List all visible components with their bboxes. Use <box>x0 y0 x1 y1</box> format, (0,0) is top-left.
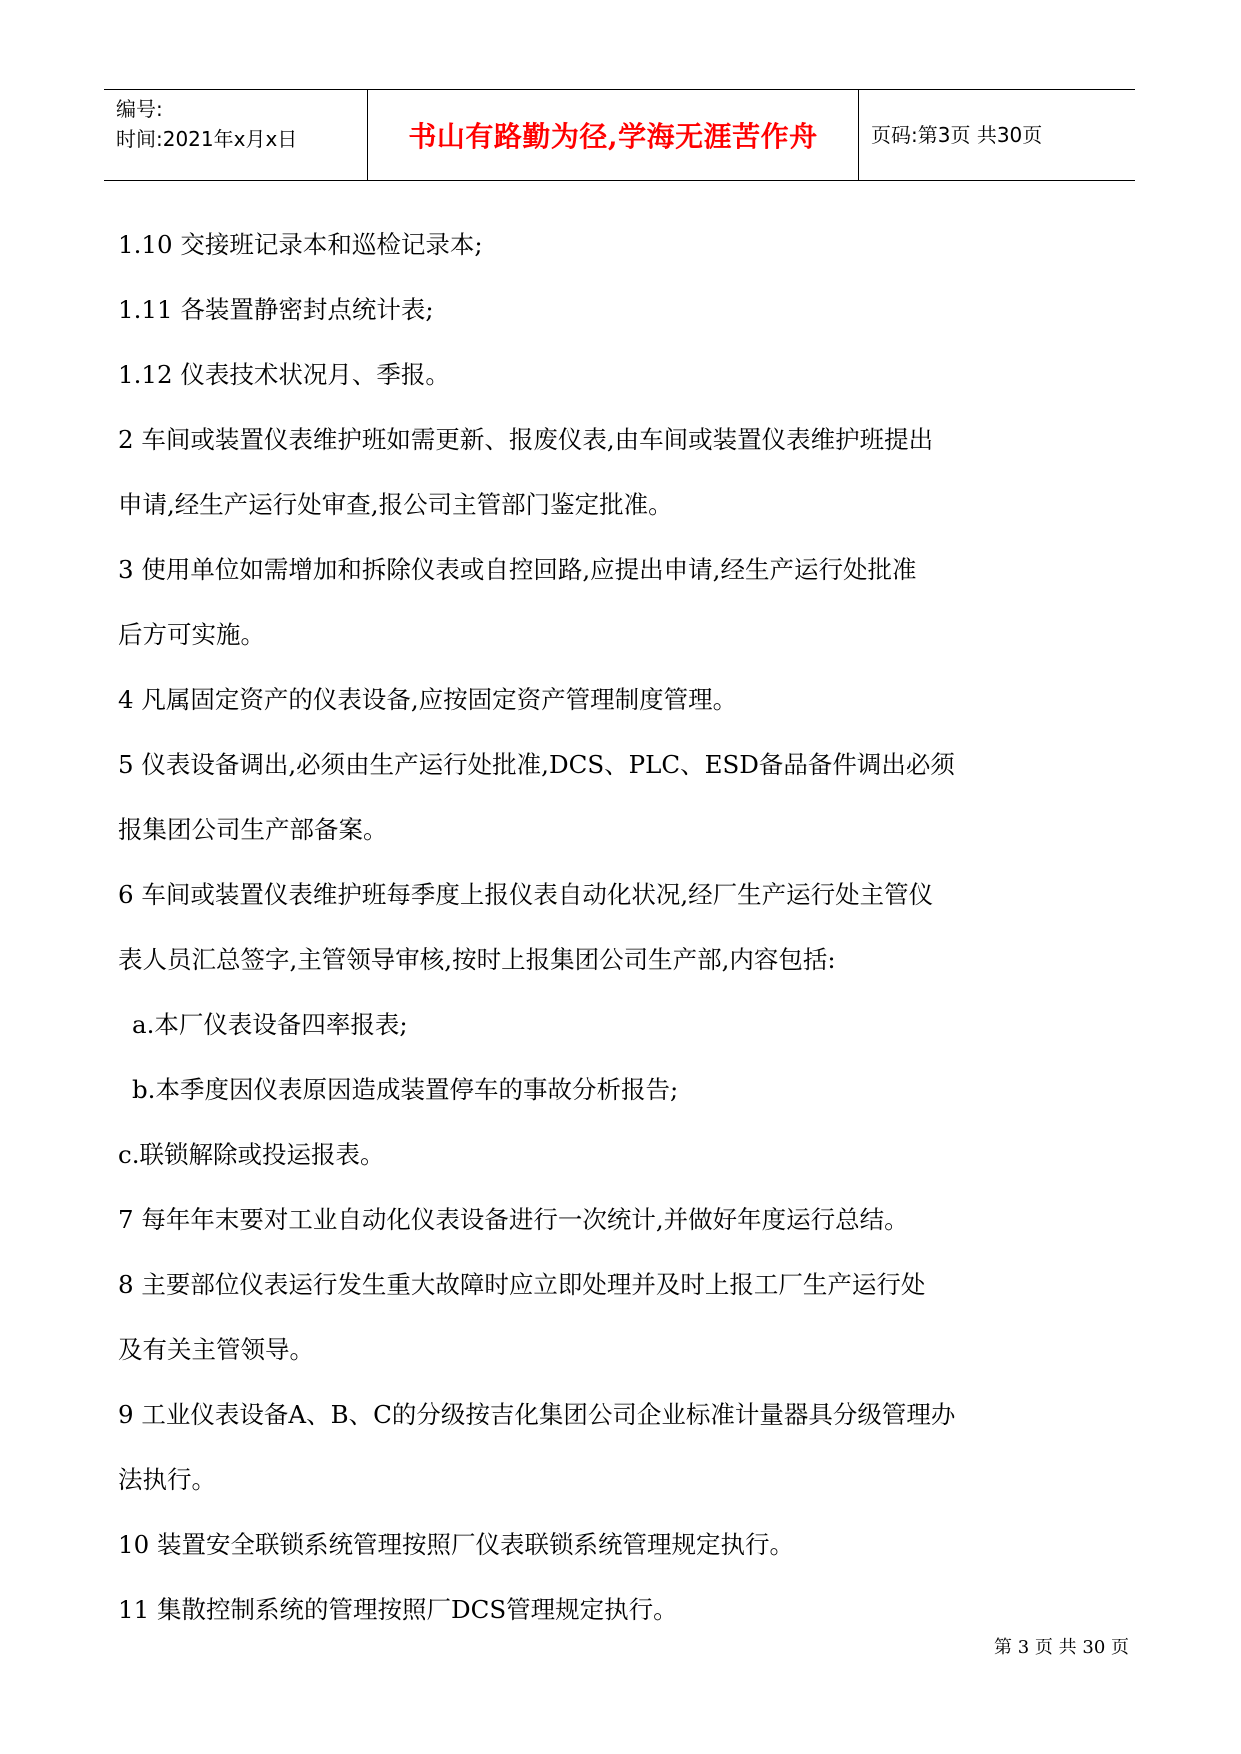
body-line: 报集团公司生产部备案。 <box>118 815 388 844</box>
document-body <box>118 212 1130 1642</box>
body-line: 1.10 交接班记录本和巡检记录本; <box>118 230 483 259</box>
body-line: 5 仪表设备调出,必须由生产运行处批准,DCS、PLC、ESD备品备件调出必须 <box>118 750 955 779</box>
body-line: 3 使用单位如需增加和拆除仪表或自控回路,应提出申请,经生产运行处批准 <box>118 555 917 584</box>
body-line: 8 主要部位仪表运行发生重大故障时应立即处理并及时上报工厂生产运行处 <box>118 1270 926 1299</box>
page-header <box>104 89 1135 181</box>
header-page-cell <box>859 90 1135 180</box>
page-footer: 第 3 页 共 30 页 <box>994 1637 1129 1658</box>
body-list-item: a.本厂仪表设备四率报表; <box>132 1010 408 1039</box>
body-line: 1.12 仪表技术状况月、季报。 <box>118 360 450 389</box>
body-line: 1.11 各装置静密封点统计表; <box>118 295 434 324</box>
body-line: 法执行。 <box>118 1465 216 1494</box>
body-line: 11 集散控制系统的管理按照厂DCS管理规定执行。 <box>118 1595 678 1624</box>
body-line: 2 车间或装置仪表维护班如需更新、报废仪表,由车间或装置仪表维护班提出 <box>118 425 934 454</box>
body-line: 后方可实施。 <box>118 620 265 649</box>
body-line: 9 工业仪表设备A、B、C的分级按吉化集团公司企业标准计量器具分级管理办 <box>118 1400 956 1429</box>
body-list-item: c.联锁解除或投运报表。 <box>118 1140 385 1169</box>
body-list-item: b.本季度因仪表原因造成装置停车的事故分析报告; <box>132 1075 679 1104</box>
header-motto-cell <box>368 90 859 180</box>
body-line: 申请,经生产运行处审查,报公司主管部门鉴定批准。 <box>118 490 673 519</box>
header-motto: 书山有路勤为径,学海无涯苦作舟 <box>408 120 818 153</box>
header-meta <box>104 90 368 180</box>
body-line: 10 装置安全联锁系统管理按照厂仪表联锁系统管理规定执行。 <box>118 1530 794 1559</box>
body-line: 4 凡属固定资产的仪表设备,应按固定资产管理制度管理。 <box>118 685 738 714</box>
body-line: 6 车间或装置仪表维护班每季度上报仪表自动化状况,经厂生产运行处主管仪 <box>118 880 934 909</box>
document-time-label: 时间:2021年x月x日 <box>116 127 298 151</box>
body-line: 表人员汇总签字,主管领导审核,按时上报集团公司生产部,内容包括: <box>118 945 836 974</box>
header-page-number: 页码:第3页 共30页 <box>871 123 1043 147</box>
body-line: 7 每年年末要对工业自动化仪表设备进行一次统计,并做好年度运行总结。 <box>118 1205 909 1234</box>
body-line: 及有关主管领导。 <box>118 1335 314 1364</box>
document-number-label: 编号: <box>116 97 163 121</box>
